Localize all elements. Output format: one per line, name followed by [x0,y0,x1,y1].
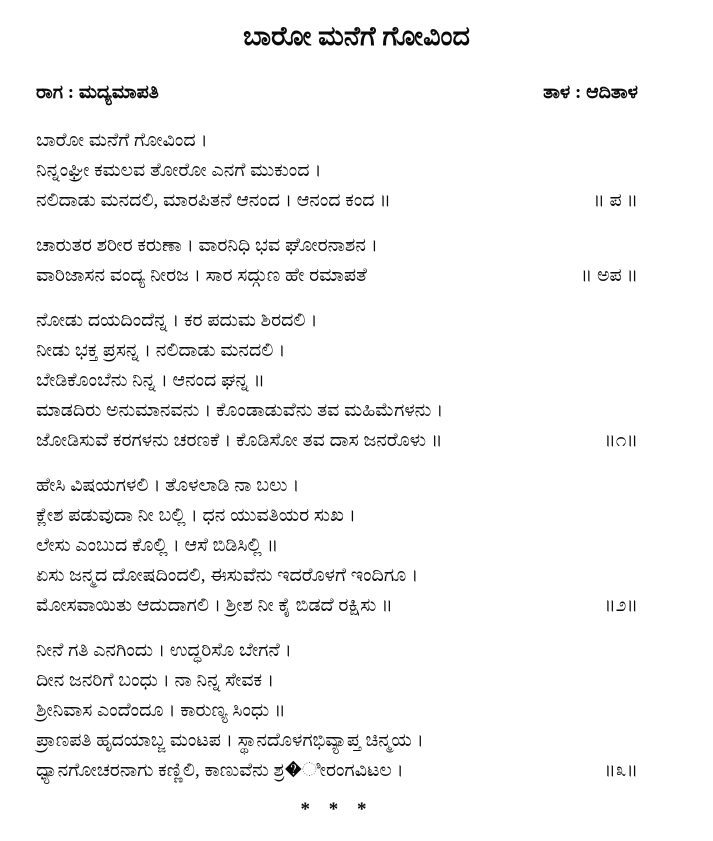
page-title: ಬಾರೋ ಮನೆಗೆ ಗೋವಿಂದ [243,21,470,51]
verse-marker-2: ॥೨॥ [604,595,638,616]
verse-line-text: ವಾರಿಜಾಸನ ವಂದ್ಯ ನೀರಜ । ಸಾರ ಸದ್ಗುಣ ಹೇ ರಮಾಪತೆ [36,265,367,286]
stanza-pallavi [36,126,638,216]
verse-line: ನಿನ್ನಂಘ್ರೀ ಕಮಲವ ತೋರೋ ಎನಗೆ ಮುಕುಂದ । [36,160,322,181]
verse-line: ದೀನ ಜನರಿಗೆ ಬಂಧು । ನಾ ನಿನ್ನ ಸೇವಕ । [36,670,275,691]
verse-marker-anupallavi: ॥ ಅಪ ॥ [580,265,638,286]
raga-tala-row [36,81,638,105]
verse-line [36,261,638,291]
verse-marker-1: ॥೧॥ [604,430,638,451]
verse-line: ಏಸು ಜನ್ಮದ ದೋಷದಿಂದಲಿ, ಈಸುವೆನು ಇದರೊಳಗೆ ಇಂದಿಗೂ । [36,565,419,586]
verse-line: ನೋಡು ದಯದಿಂದೆನ್ನ । ಕರ ಪದುಮ ಶಿರದಲಿ । [36,310,318,331]
verse-line-text: ಧ್ಯಾನಗೋಚರನಾಗು ಕಣ್ಣಿಲಿ, ಕಾಣುವೆನು ಶ್ರ�ೀರಂಗವಿಟಲ । [36,760,404,781]
verse-line: ಲೇಸು ಎಂಬುದ ಕೊಲ್ಲಿ । ಆಸೆ ಬಿಡಿಸಿಲ್ಲಿ ॥ [36,535,279,556]
verse-line: ನೀನೆ ಗತಿ ಎನಗಿಂದು । ಉದ್ಧರಿಸೊ ಬೇಗನೆ । [36,640,292,661]
verse-line: ಹೇಸಿ ವಿಷಯಗಳಲಿ । ತೊಳಲಾಡಿ ನಾ ಬಲು । [36,475,300,496]
stanza-charana-3 [36,636,638,786]
verse-line: ಬೇಡಿಕೊಂಬೆನು ನಿನ್ನ । ಆನಂದ ಘನ್ನ ॥ [36,370,265,391]
stanza-charana-2 [36,471,638,621]
verse-marker-3: ॥೩॥ [604,760,638,781]
verse-line [36,426,638,456]
verse-line: ನೀಡು ಭಕ್ತ ಪ್ರಸನ್ನ । ನಲಿದಾಡು ಮನದಲಿ । [36,340,286,361]
raga-label: ರಾಗ : ಮದ್ಯಮಾಪತಿ [36,82,159,103]
end-marker: * * * [300,799,374,820]
verse-line: ಕ್ಲೇಶ ಪಡುವುದಾ ನೀ ಬಲ್ಲಿ । ಧನ ಯುವತಿಯರ ಸುಖ । [36,505,356,526]
stanza-charana-1 [36,306,638,456]
verse-line [36,756,638,786]
verse-line-text: ಜೋಡಿಸುವೆ ಕರಗಳನು ಚರಣಕೆ । ಕೊಡಿಸೋ ತವ ದಾಸ ಜನರೊಳು ॥ [36,430,443,451]
verse-line: ಚಾರುತರ ಶರೀರ ಕರುಣಾ । ವಾರನಿಧಿ ಭವ ಘೋರನಾಶನ । [36,235,378,256]
verse-line: ಬಾರೋ ಮನೆಗೆ ಗೋವಿಂದ । [36,130,208,151]
verse-line-text: ನಲಿದಾಡು ಮನದಲಿ, ಮಾರಪಿತನೆ ಆನಂದ । ಆನಂದ ಕಂದ ॥ [36,190,391,211]
tala-label: ತಾಳ : ಆದಿತಾಳ [543,82,638,103]
lyrics-body [36,126,638,786]
verse-line: ಪ್ರಾಣಪತಿ ಹೃದಯಾಬ್ಜ ಮಂಟಪ । ಸ್ಥಾನದೊಳಗಭಿವ್ಯಾಪ್ತ ಚಿನ್ಮಯ । [36,730,424,751]
verse-line [36,591,638,621]
verse-line: ಮಾಡದಿರು ಅನುಮಾನವನು । ಕೊಂಡಾಡುವೆನು ತವ ಮಹಿಮೆಗಳನು । [36,400,444,421]
verse-line: ಶ್ರೀನಿವಾಸ ಎಂದೆಂದೂ । ಕಾರುಣ್ಯ ಸಿಂಧು ॥ [36,700,286,721]
verse-marker-pallavi: ॥ ಪ ॥ [593,190,638,211]
stanza-anupallavi [36,231,638,291]
verse-line [36,186,638,216]
verse-line-text: ಮೋಸವಾಯಿತು ಆದುದಾಗಲಿ । ಶ್ರೀಶ ನೀ ಕೈ ಬಿಡದೆ ರಕ್ಷಿಸು ॥ [36,595,393,616]
